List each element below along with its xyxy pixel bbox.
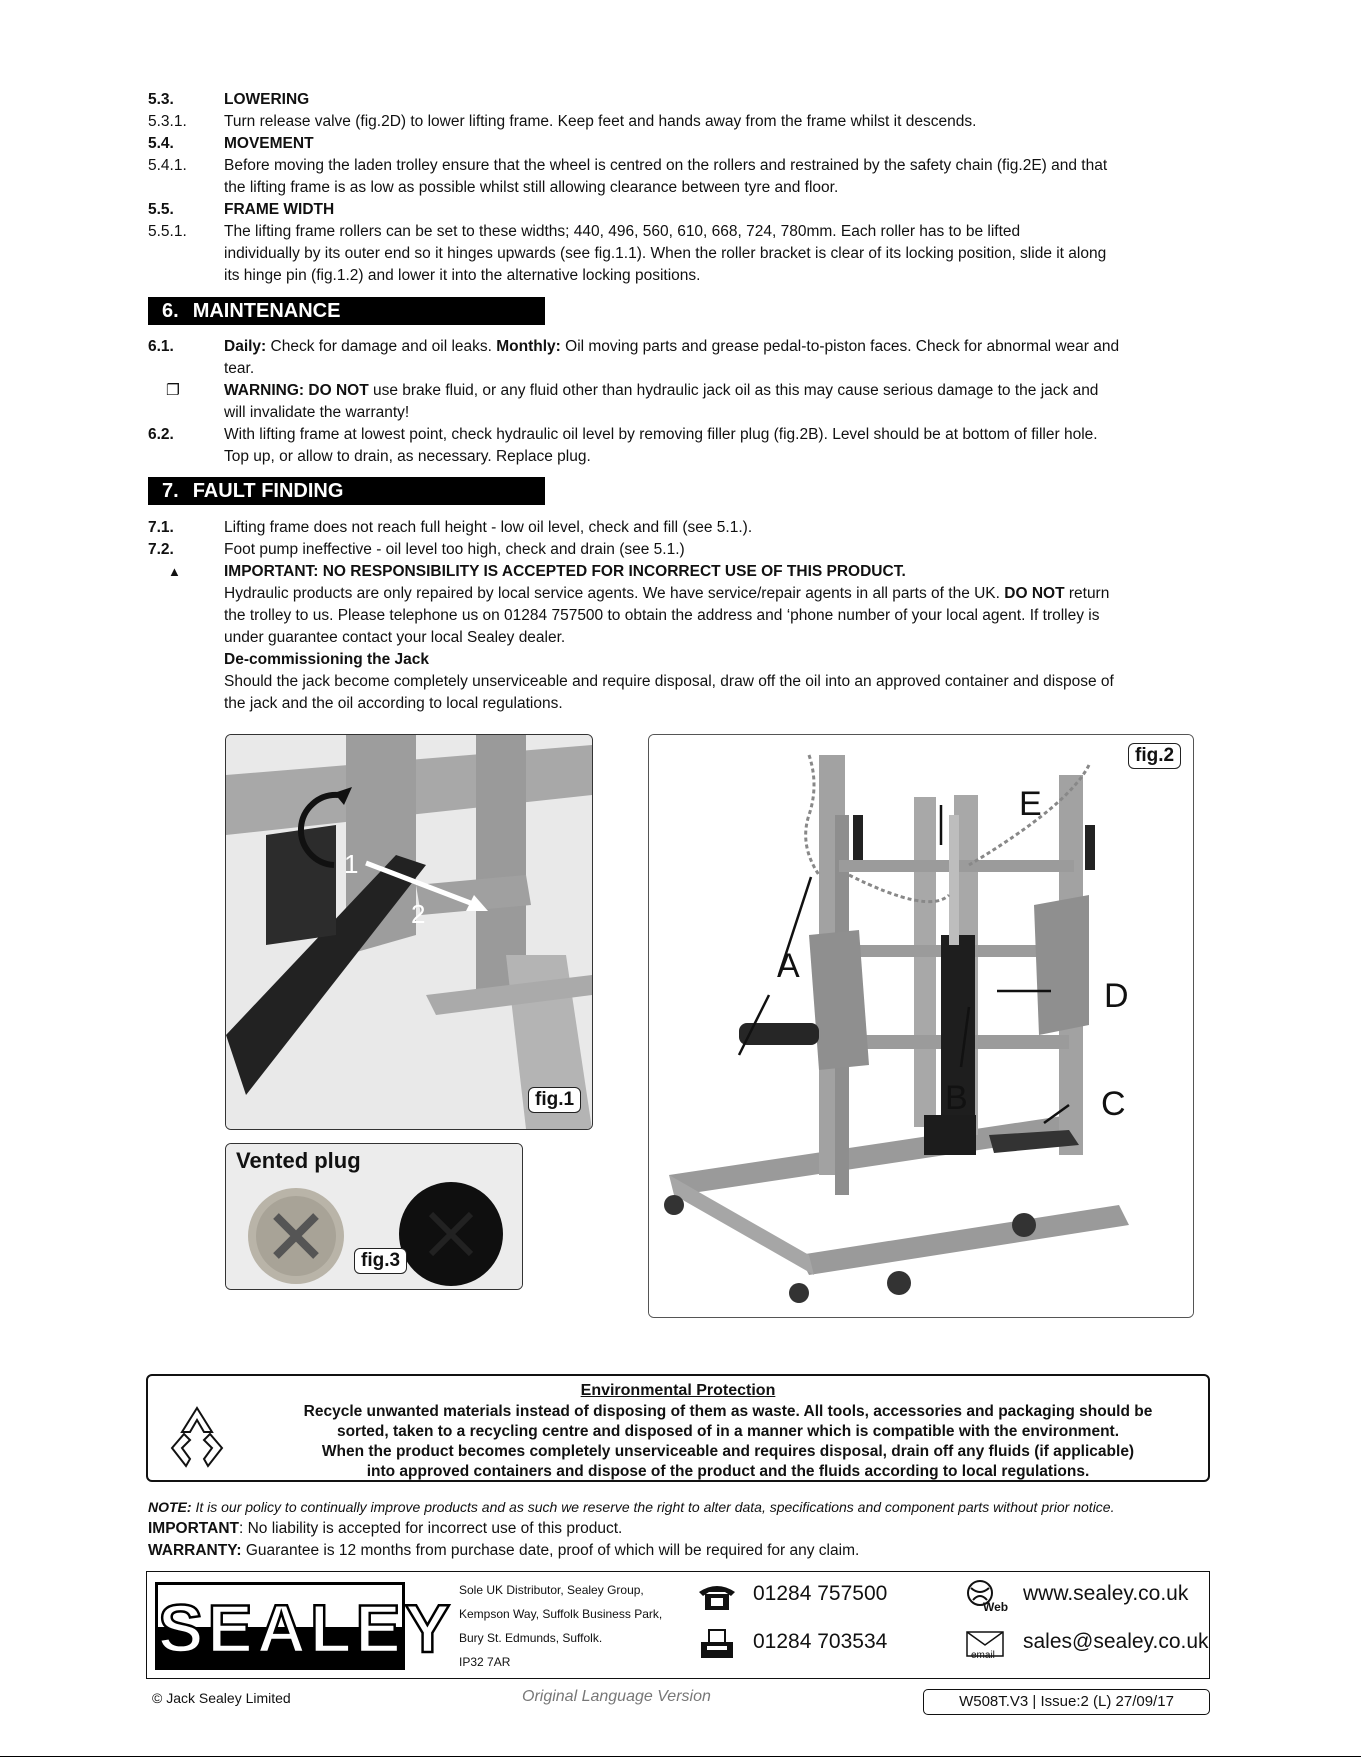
env-title: Environmental Protection (580, 1382, 776, 1399)
important-footer-label: IMPORTANT (148, 1520, 239, 1537)
figure-2 (648, 734, 1194, 1318)
contact-box (146, 1571, 1210, 1679)
section-number: 7.1. (148, 519, 174, 536)
fax-number[interactable]: 01284 703534 (753, 1630, 888, 1653)
section-text-line2: individually by its outer end so it hinges upwards (see fig.1.1). When the roller bracket is clear of its locking position, slide it along (224, 245, 1107, 262)
email-link[interactable]: sales@sealey.co.uk (1023, 1630, 1209, 1653)
decommission-heading: De-commissioning the Jack (224, 651, 430, 668)
email-label: email (971, 1650, 995, 1661)
section-text: Foot pump ineffective - oil level too high, check and drain (see 5.1.) (224, 541, 685, 558)
section-text-line1: The lifting frame rollers can be set to these widths; 440, 496, 560, 610, 668, 724, 780mm. Each roller has to be lifted (224, 223, 1021, 240)
section-text-line3: its hinge pin (fig.1.2) and lower it into the alternative locking positions. (224, 267, 701, 284)
section-title: LOWERING (224, 91, 310, 108)
decommission-text-line2: the jack and the oil according to local regulations. (224, 695, 563, 712)
figure-1-photo (226, 735, 592, 1129)
section-number: 5.3. (148, 91, 174, 108)
section-number: 5.5. (148, 201, 174, 218)
figure-1 (225, 734, 593, 1130)
maintenance-heading (148, 297, 545, 325)
daily-text: Check for damage and oil leaks. (266, 338, 497, 355)
section-title: MOVEMENT (224, 135, 314, 152)
section-text-line1: Before moving the laden trolley ensure that the wheel is centred on the rollers and restrained by the safety chain (fig.2E) and that (224, 157, 1108, 174)
warning-text-line1 (224, 380, 1224, 402)
section-title: FRAME WIDTH (224, 201, 335, 218)
important-bullet: ▲ (168, 564, 181, 579)
heading-title: MAINTENANCE (192, 300, 341, 322)
fig2-callout-d: D (1104, 977, 1129, 1015)
section-text-line2: tear. (224, 360, 255, 377)
section-number: 5.5.1. (148, 223, 187, 240)
important-text (224, 561, 1224, 583)
bottom-rule (0, 1756, 1361, 1757)
section-text-line1: With lifting frame at lowest point, check hydraulic oil level by removing filler plug (fig.2B). Level should be at bottom of filler hole. (224, 426, 1098, 443)
fig2-callout-b: B (945, 1079, 968, 1117)
fig1-callout-1: 1 (344, 849, 359, 879)
important-footer-text: : No liability is accepted for incorrect use of this product. (238, 1520, 623, 1537)
fig2-callout-c: C (1101, 1085, 1126, 1123)
important-message: : NO RESPONSIBILITY IS ACCEPTED FOR INCORRECT USE OF THIS PRODUCT. (313, 563, 906, 580)
website-link[interactable]: www.sealey.co.uk (1023, 1582, 1189, 1605)
distributor-address (459, 1578, 662, 1674)
service-text-b: return (1064, 585, 1110, 602)
service-text-line2: the trolley to us. Please telephone us on 01284 757500 to obtain the address and ‘phone number of your local agent. If trolley is (224, 607, 1100, 624)
warning-text-line2: will invalidate the warranty! (224, 404, 410, 421)
section-number: 5.3.1. (148, 113, 187, 130)
sealey-logo (155, 1582, 455, 1670)
section-number: 5.4. (148, 135, 174, 152)
section-text: Lifting frame does not reach full height - low oil level, check and fill (see 5.1.). (224, 519, 753, 536)
section-number: 6.1. (148, 338, 174, 355)
fax-icon (697, 1628, 737, 1662)
heading-number: 6. (162, 300, 179, 322)
fig1-label: fig.1 (528, 1087, 581, 1113)
address-line4: IP32 7AR (459, 1655, 511, 1669)
daily-label: Daily: (224, 338, 267, 355)
warranty-text: Guarantee is 12 months from purchase date, proof of which will be required for any claim. (241, 1542, 860, 1559)
env-line1: Recycle unwanted materials instead of disposing of them as waste. All tools, accessories and packaging should be (303, 1403, 1153, 1420)
address-line1: Sole UK Distributor, Sealey Group, (459, 1583, 644, 1597)
important-label: IMPORTANT (224, 563, 314, 580)
fig2-label: fig.2 (1128, 743, 1181, 769)
service-text-line3: under guarantee contact your local Sealey dealer. (224, 629, 566, 646)
note-line (148, 1496, 1218, 1519)
section-text: Turn release valve (fig.2D) to lower lifting frame. Keep feet and hands away from the frame whilst it descends. (224, 113, 977, 130)
recycle-icon (164, 1404, 230, 1470)
decommission-text-line1: Should the jack become completely unserviceable and require disposal, draw off the oil into an approved container and dispose of (224, 673, 1114, 690)
env-line4: into approved containers and dispose of the product and the fluids according to local regulations. (366, 1463, 1090, 1480)
language-version: Original Language Version (522, 1688, 711, 1705)
section-text-line1 (224, 336, 1224, 358)
web-label: Web (983, 1600, 1009, 1614)
section-text-line2: Top up, or allow to drain, as necessary. Replace plug. (224, 448, 591, 465)
fig3-label: fig.3 (354, 1248, 407, 1274)
phone-number[interactable]: 01284 757500 (753, 1582, 888, 1605)
warning-label: WARNING: (224, 382, 305, 399)
environmental-protection-box (146, 1374, 1210, 1482)
heading-number: 7. (162, 480, 179, 502)
fig3-title: Vented plug (236, 1148, 361, 1173)
do-not-label: DO NOT (1004, 585, 1065, 602)
logo-wordmark: SEALEY (158, 1591, 455, 1667)
document-id: W508T.V3 | Issue:2 (L) 27/09/17 (923, 1689, 1210, 1715)
fig2-callout-a: A (777, 947, 800, 985)
fig1-callout-2: 2 (411, 899, 426, 929)
section-number: 6.2. (148, 426, 174, 443)
monthly-label: Monthly: (496, 338, 561, 355)
section-number: 7.2. (148, 541, 174, 558)
telephone-icon (697, 1580, 737, 1612)
service-text-line1 (224, 583, 1224, 605)
figure-2-photo (649, 735, 1193, 1317)
important-line (148, 1518, 1218, 1540)
service-text-a: Hydraulic products are only repaired by local service agents. We have service/repair agents in all parts of the UK. (224, 585, 1005, 602)
warning-text: use brake fluid, or any fluid other than hydraulic jack oil as this may cause serious damage to the jack and (368, 382, 1099, 399)
env-line3: When the product becomes completely unserviceable and requires disposal, drain off any fluids (if applicable) (321, 1443, 1135, 1460)
warranty-label: WARRANTY: (148, 1542, 242, 1559)
note-text (148, 1499, 1114, 1515)
heading-title: FAULT FINDING (192, 480, 344, 502)
section-text-line2: the lifting frame is as low as possible whilst still allowing clearance between tyre and floor. (224, 179, 839, 196)
address-line2: Kempson Way, Suffolk Business Park, (459, 1607, 663, 1621)
section-number: 5.4.1. (148, 157, 187, 174)
note-body: It is our policy to continually improve products and as such we reserve the right to alter data, specifications and component parts without prior notice. (191, 1499, 1115, 1515)
note-label: NOTE: (148, 1499, 192, 1515)
do-not-label: DO NOT (308, 382, 369, 399)
fault-finding-heading (148, 477, 545, 505)
address-line3: Bury St. Edmunds, Suffolk. (459, 1631, 603, 1645)
copyright: © Jack Sealey Limited (152, 1690, 291, 1706)
fig2-callout-e: E (1019, 785, 1042, 823)
warning-bullet: ❐ (166, 382, 180, 399)
warranty-line (148, 1540, 1218, 1562)
env-line2: sorted, taken to a recycling centre and disposed of in a manner which is compatible with the environment. (336, 1423, 1120, 1440)
monthly-text: Oil moving parts and grease pedal-to-piston faces. Check for abnormal wear and (560, 338, 1120, 355)
env-body (258, 1402, 1198, 1482)
figure-3 (225, 1143, 523, 1290)
